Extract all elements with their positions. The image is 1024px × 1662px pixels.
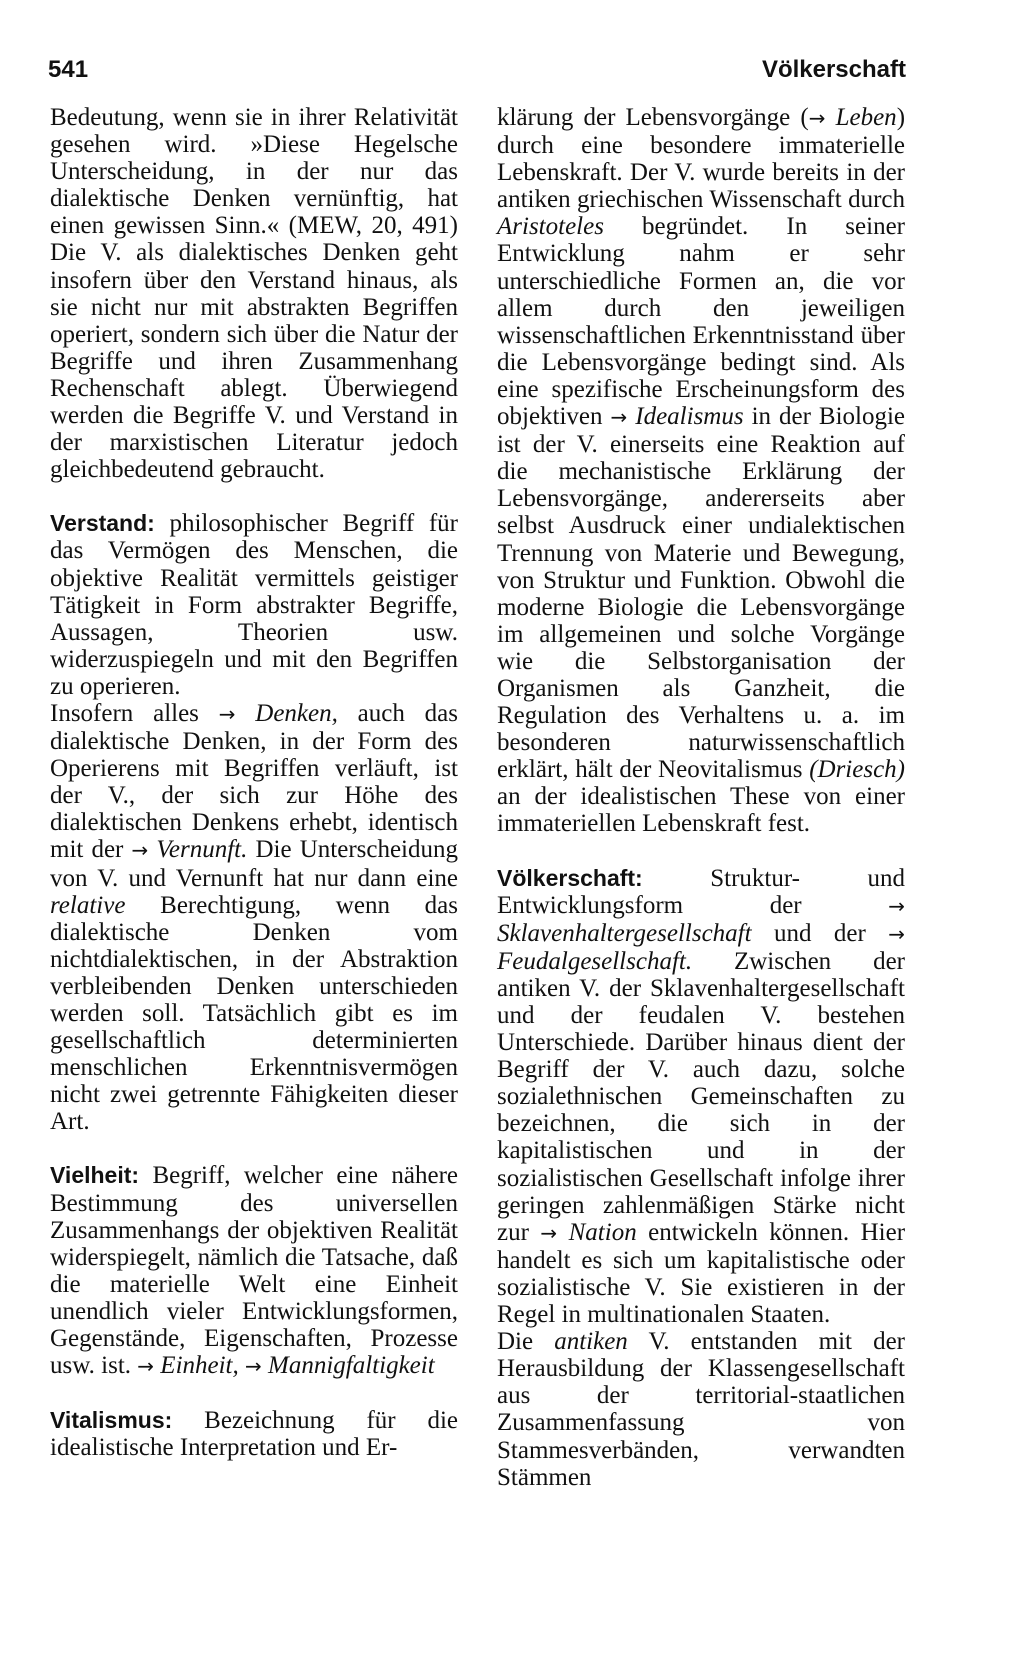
arrow-icon: →: [888, 893, 905, 918]
cross-reference-feudalgesellschaft: Feudalgesellschaft.: [497, 947, 693, 975]
arrow-icon: →: [218, 701, 236, 726]
person-driesch: (Driesch): [809, 756, 906, 784]
headword-voelkerschaft: Völkerschaft:: [497, 864, 643, 891]
cross-reference-idealismus: Idealismus: [635, 403, 744, 431]
cross-reference-denken: Denken,: [255, 699, 338, 727]
arrow-icon: →: [245, 1354, 262, 1379]
left-column: [50, 104, 458, 1461]
person-aristoteles: Aristoteles: [497, 213, 604, 241]
cross-reference-sklavenhaltergesellschaft: Sklavenhaltergesellschaft: [497, 919, 752, 947]
headword-verstand: Verstand:: [50, 510, 155, 537]
arrow-icon: →: [131, 838, 149, 863]
headword-vitalismus: Vitalismus:: [50, 1407, 173, 1434]
arrow-icon: →: [888, 921, 906, 946]
entry-vielheit: Vielheit: Begriff, welcher eine nähere Bestimmung des universellen Zusammenhangs der objektiven Realität widerspiegelt, nämlich die Tatsache, daß die materielle Welt eine Einheit unendlich vieler Entwicklungsformen, Gegenstände, Eigenschaften, Prozesse usw. ist. → Einheit, → Mannigfaltigkeit: [50, 1162, 459, 1380]
emphasis-relative: relative: [50, 891, 126, 919]
cross-reference-mannigfaltigkeit: Mannigfaltigkeit: [268, 1352, 435, 1380]
cross-reference-nation: Nation: [568, 1218, 637, 1246]
entry-vitalismus: Vitalismus: Bezeichnung für die idealistische Interpretation und Er-: [50, 1407, 459, 1462]
cross-reference-einheit: Einheit,: [160, 1352, 239, 1380]
entry-voelkerschaft: Völkerschaft: Struktur- und Entwicklungsform der → Sklavenhaltergesellschaft und der → Feudalgesellschaft. Zwischen der antiken V. der Sklavenhaltergesellschaft und der feudalen V. bestehen Unterschiede. Darüber hinaus dient der Begriff der V. auch dazu, solche sozialethnischen Gemeinschaften zu bezeichnen, die sich in der kapitalistischen und in der sozialistischen Gesellschaft infolge ihrer geringen zahlenmäßigen Stärke nicht zur → Nation entwickeln können. Hier handelt es sich um kapitalistische oder sozialistische V. Sie existieren in der Regel in multinationalen Staaten.: [497, 864, 906, 1329]
page-number: 541: [48, 56, 89, 83]
headword-vielheit: Vielheit:: [50, 1162, 140, 1189]
arrow-icon: →: [808, 106, 826, 130]
arrow-icon: →: [137, 1354, 155, 1379]
entry-verstand-paragraph: Insofern alles → Denken, auch das dialektische Denken, in der Form des Operierens mit Begriffen verläuft, ist der V., der sich zur Höhe des dialektischen Denkens erhebt, identisch mit der → Vernunft. Die Unterscheidung von V. und Vernunft hat nur dann eine relative Berechtigung, wenn das dialektische Denken vom nichtdialektischen, in der Abstraktion verbleibenden Denken unterschieden werden soll. Tatsächlich gibt es im gesellschaftlich determinierten menschlichen Erkenntnisvermögen nicht zwei getrennte Fähigkeiten dieser Art.: [50, 699, 459, 1136]
cross-reference-leben: Leben: [835, 104, 897, 131]
entry-verstand: Verstand: philosophischer Begriff für das Vermögen des Menschen, die objektive Realität vermittels geistiger Tätigkeit in Form abstrakter Begriffe, Aussagen, Theorien usw. widerzuspiegeln und mit den Begriffen zu operieren.: [50, 510, 458, 700]
entry-vitalismus-continuation: klärung der Lebensvorgänge (→ Leben) durch eine besondere immaterielle Lebenskraft. Der V. wurde bereits in der antiken griechischen Wissenschaft durch Aristoteles begründet. In seiner Entwicklung nahm er sehr unterschiedliche Formen an, die vor allem durch den jeweiligen wissenschaftlichen Erkenntnisstand über die Lebensvorgänge bedingt sind. Als eine spezifische Erscheinungsform des objektiven → Idealismus in der Biologie ist der V. einerseits eine Reaktion auf die mechanistische Erklärung der Lebensvorgänge, andererseits aber selbst Ausdruck einer undialektischen Trennung von Materie und Bewegung, von Struktur und Funktion. Obwohl die moderne Biologie die Lebensvorgänge im allgemeinen und solche Vorgänge wie die Selbstorganisation der Organismen als Ganzheit, die Regulation des Verhaltens u. a. im besonderen naturwissenschaftlich erklärt, hält der Neovitalismus (Driesch) an der idealistischen These von einer immateriellen Lebenskraft fest.: [497, 104, 906, 838]
arrow-icon: →: [540, 1220, 558, 1245]
emphasis-antiken: antiken: [554, 1328, 628, 1356]
running-head: Völkerschaft: [761, 56, 906, 83]
entry-voelkerschaft-paragraph: Die antiken V. entstanden mit der Herausbildung der Klassengesellschaft aus der territorial-staatlichen Zusammenfassung von Stammesverbänden, verwandten Stämmen: [497, 1328, 906, 1491]
vernunft-entry-continuation: Bedeutung, wenn sie in ihrer Relativität gesehen wird. »Diese Hegelsche Unterscheidung, in der nur das dialektische Denken vernünftig, hat einen gewissen Sinn.« (MEW, 20, 491) Die V. als dialektisches Denken geht insofern über den Verstand hinaus, als sie nicht nur mit abstrakten Begriffen operiert, sondern sich über die Natur der Begriffe und ihren Zusammenhang Rechenschaft ablegt. Überwiegend werden die Begriffe V. und Verstand in der marxistischen Literatur jedoch gleichbedeutend gebraucht.: [50, 104, 458, 484]
cross-reference-vernunft: Vernunft.: [156, 836, 248, 864]
page-header: [48, 56, 906, 90]
arrow-icon: →: [610, 405, 628, 430]
right-column: [497, 104, 905, 1491]
